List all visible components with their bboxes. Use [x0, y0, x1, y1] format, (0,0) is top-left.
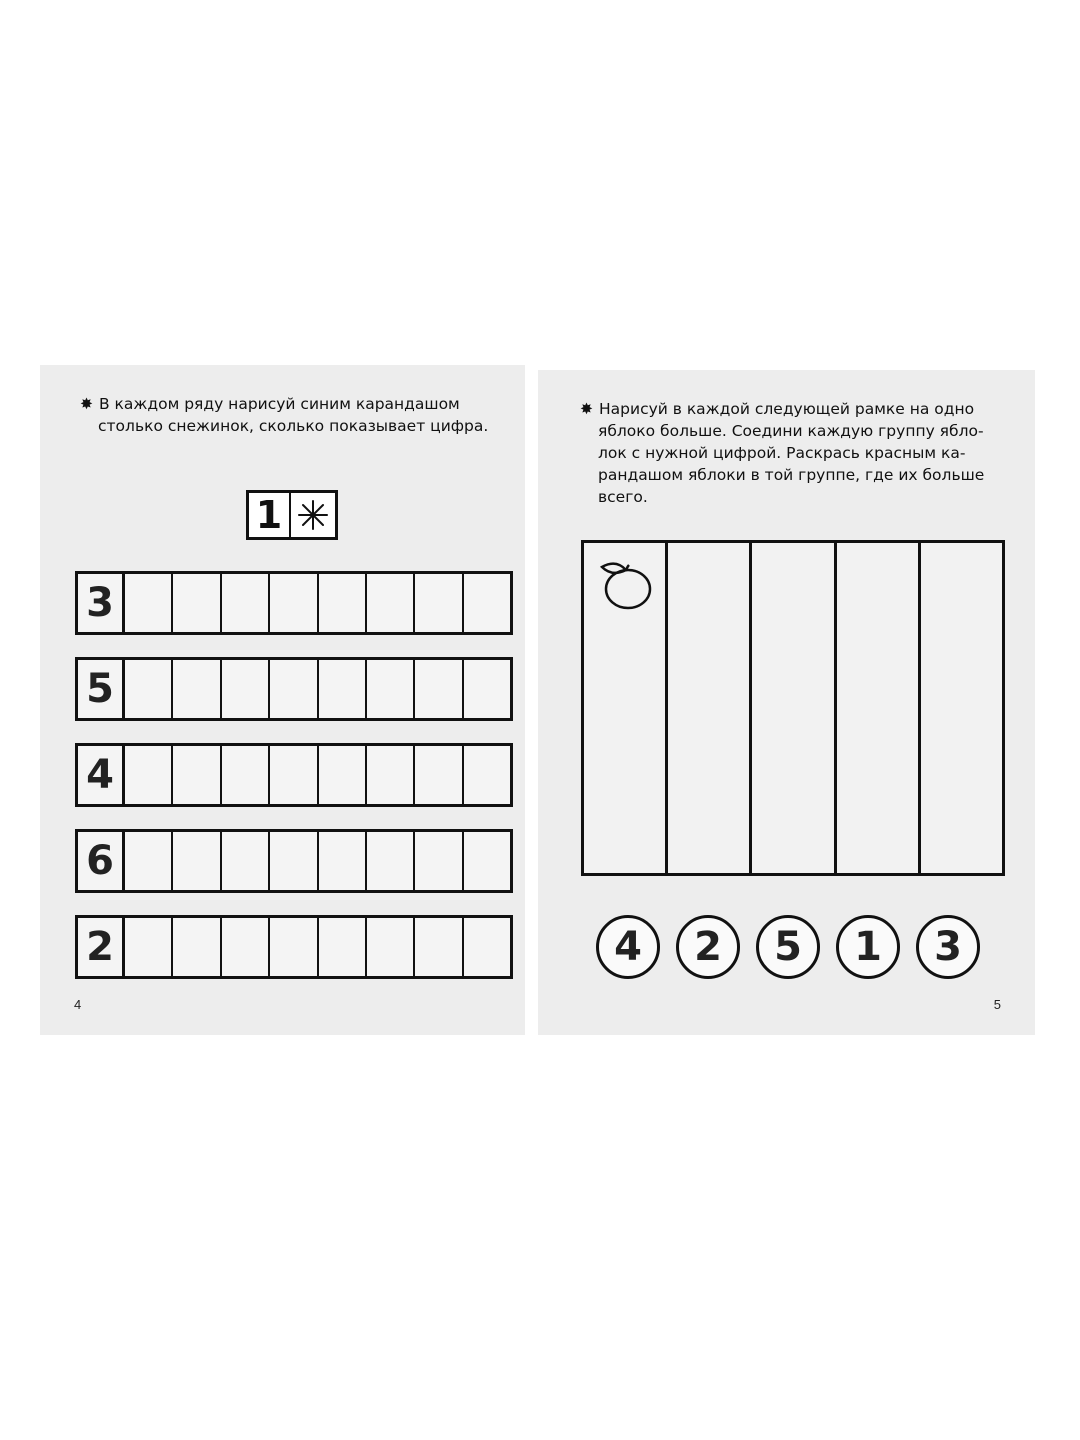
- draw-cell[interactable]: [125, 832, 173, 890]
- row-6: [75, 829, 513, 893]
- apple-frames-grid: [581, 540, 1005, 876]
- instruction-text: ✸ Нарисуй в каждой следующей рамке на одно яблоко больше. Соедини каждую группу ябло- лок с нужной цифрой. Раскрась красным ка- рандашом яблоки в той группе, где их больше всего.: [580, 400, 985, 506]
- draw-cell[interactable]: [415, 574, 463, 632]
- draw-cell[interactable]: [415, 918, 463, 976]
- apple-frame[interactable]: [921, 543, 1002, 873]
- draw-cell[interactable]: [125, 660, 173, 718]
- draw-cell[interactable]: [270, 574, 318, 632]
- draw-cell[interactable]: [319, 574, 367, 632]
- draw-cell[interactable]: [222, 746, 270, 804]
- draw-cell[interactable]: [125, 574, 173, 632]
- draw-cell[interactable]: [125, 918, 173, 976]
- draw-cell[interactable]: [415, 660, 463, 718]
- draw-cell[interactable]: [415, 832, 463, 890]
- bullet-icon: ✸: [80, 395, 93, 413]
- draw-cell[interactable]: [415, 746, 463, 804]
- row-number: 4: [78, 746, 125, 804]
- left-page: [40, 365, 525, 1035]
- apple-frame[interactable]: [752, 543, 836, 873]
- row-5: [75, 657, 513, 721]
- number-circle[interactable]: 2: [676, 915, 740, 979]
- draw-cell[interactable]: [173, 746, 221, 804]
- number-circle[interactable]: 4: [596, 915, 660, 979]
- draw-cell[interactable]: [173, 660, 221, 718]
- draw-cell[interactable]: [464, 660, 510, 718]
- draw-cell[interactable]: [464, 832, 510, 890]
- draw-cell[interactable]: [464, 574, 510, 632]
- draw-cell[interactable]: [173, 918, 221, 976]
- draw-cell[interactable]: [319, 918, 367, 976]
- draw-cell[interactable]: [319, 746, 367, 804]
- draw-cell[interactable]: [464, 746, 510, 804]
- draw-cell[interactable]: [222, 574, 270, 632]
- apple-frame[interactable]: [584, 543, 668, 873]
- row-number: 5: [78, 660, 125, 718]
- draw-cell[interactable]: [367, 574, 415, 632]
- number-circle[interactable]: 5: [756, 915, 820, 979]
- row-number: 6: [78, 832, 125, 890]
- instruction-text: ✸ В каждом ряду нарисуй синим карандашом столько снежинок, сколько показывает цифра.: [80, 395, 489, 435]
- row-2: [75, 915, 513, 979]
- row-4: [75, 743, 513, 807]
- example-box: [246, 490, 338, 540]
- draw-cell[interactable]: [270, 832, 318, 890]
- right-page: [538, 370, 1035, 1035]
- apple-icon: [596, 555, 656, 615]
- draw-cell[interactable]: [367, 746, 415, 804]
- example-number: 1: [249, 493, 291, 537]
- draw-cell[interactable]: [319, 660, 367, 718]
- draw-cell[interactable]: [222, 918, 270, 976]
- draw-cell[interactable]: [270, 746, 318, 804]
- draw-cell[interactable]: [367, 832, 415, 890]
- draw-cell[interactable]: [464, 918, 510, 976]
- row-3: [75, 571, 513, 635]
- draw-cell[interactable]: [367, 660, 415, 718]
- draw-cell[interactable]: [270, 660, 318, 718]
- draw-cell[interactable]: [173, 574, 221, 632]
- apple-frame[interactable]: [837, 543, 921, 873]
- apple-frame[interactable]: [668, 543, 752, 873]
- page-number: 5: [993, 997, 1001, 1012]
- number-circles: [596, 915, 980, 979]
- draw-cell[interactable]: [173, 832, 221, 890]
- page-number: 4: [74, 997, 82, 1012]
- bullet-icon: ✸: [580, 400, 593, 418]
- snowflake-icon: [291, 493, 335, 537]
- number-circle[interactable]: 3: [916, 915, 980, 979]
- row-number: 3: [78, 574, 125, 632]
- draw-cell[interactable]: [367, 918, 415, 976]
- row-number: 2: [78, 918, 125, 976]
- number-circle[interactable]: 1: [836, 915, 900, 979]
- draw-cell[interactable]: [125, 746, 173, 804]
- draw-cell[interactable]: [222, 660, 270, 718]
- draw-cell[interactable]: [270, 918, 318, 976]
- draw-cell[interactable]: [319, 832, 367, 890]
- draw-cell[interactable]: [222, 832, 270, 890]
